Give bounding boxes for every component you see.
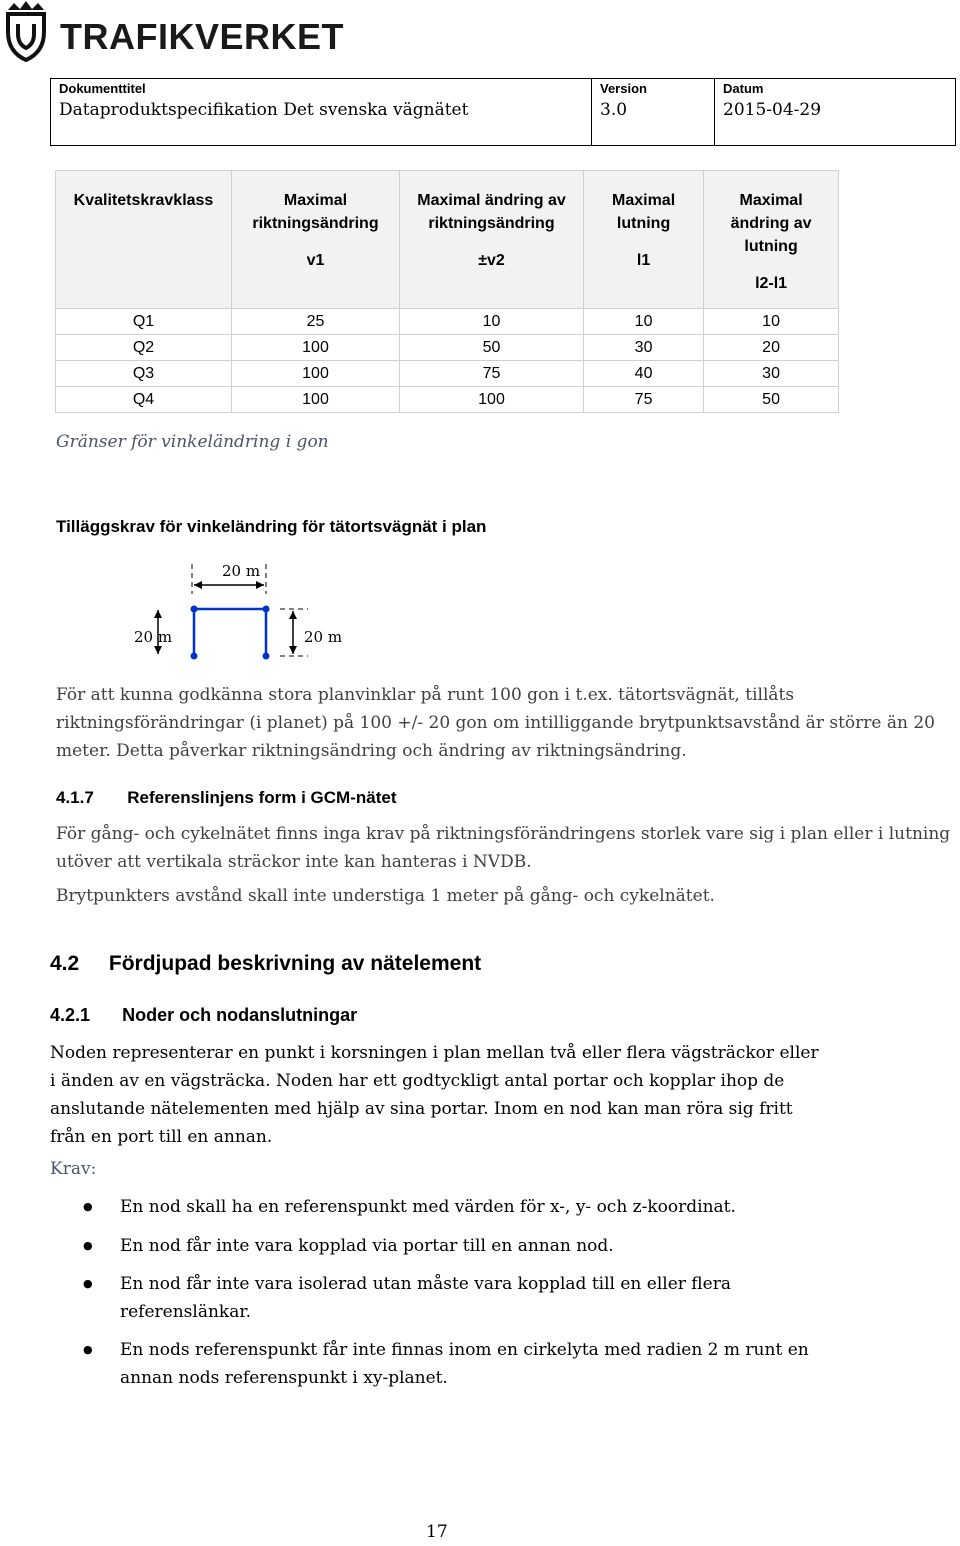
table-cell: 20 [704,335,839,361]
table-cell: 100 [400,387,584,413]
section-42-heading [50,952,481,976]
table-cell: 10 [400,309,584,335]
table-row [56,335,839,361]
column-header-main: Maximal riktningsändring [252,192,379,232]
table-cell: Q2 [56,335,232,361]
requirement-text: En nod får inte vara isolerad utan måste vara kopplad till en eller flera referenslänkar. [120,1274,731,1322]
table-cell: 40 [584,361,704,387]
table-caption: Gränser för vinkeländring i gon [56,432,329,452]
section-number: 4.2 [50,952,80,975]
list-item [50,1193,830,1221]
version-value: 3.0 [600,100,628,120]
table-cell: 30 [704,361,839,387]
table-cell: 10 [584,309,704,335]
section-title: Referenslinjens form i GCM-nätet [127,788,397,807]
section-417-paragraph: För gång- och cykelnätet finns inga krav på riktningsförändringens storlek vare sig i plan eller i lutning utöver att vertikala sträckor inte kan hanteras i NVDB. [56,824,951,872]
section-421-heading [50,1005,357,1026]
table-cell: 75 [400,361,584,387]
table-cell: 25 [232,309,400,335]
extra-requirement-title: Tilläggskrav för vinkeländring för tätortsvägnät i plan [56,517,487,536]
doc-title-cell [51,79,592,146]
diagram-left-label: 20 m [134,628,173,646]
table-cell: 100 [232,335,400,361]
column-header-sub: l1 [636,252,651,269]
column-header [704,171,839,309]
date-label: Datum [723,81,764,96]
column-header [400,171,584,309]
section-title: Fördjupad beskrivning av nätelement [108,952,482,975]
requirements-list [50,1193,830,1404]
table-cell: 100 [232,387,400,413]
column-header-sub: l2-l1 [755,275,788,292]
trafikverket-logo-icon [0,0,52,67]
angle-diagram [128,558,358,668]
list-item [50,1232,830,1260]
column-header [584,171,704,309]
column-header-sub: ±v2 [478,252,505,269]
table-row [56,387,839,413]
quality-requirements-table [55,170,839,413]
doc-title: Dataproduktspecifikation Det svenska vägnätet [59,100,469,120]
page-number: 17 [426,1522,448,1542]
column-header-main: Maximal ändring av riktningsändring [417,192,566,232]
section-number: 4.2.1 [50,1005,91,1025]
table-cell: Q1 [56,309,232,335]
table-header-row [56,171,839,309]
list-item [50,1336,830,1392]
diagram-top-label: 20 m [222,562,261,580]
table-cell: 30 [584,335,704,361]
table-cell: Q4 [56,387,232,413]
diagram-right-label: 20 m [304,628,343,646]
column-header-sub: v1 [306,252,325,269]
table-cell: Q3 [56,361,232,387]
date-value: 2015-04-29 [723,100,822,120]
list-item [50,1270,830,1326]
document-header [50,78,956,146]
section-417-paragraph-2: Brytpunkters avstånd skall inte understiga 1 meter på gång- och cykelnätet. [56,886,715,906]
extra-requirement-text: För att kunna godkänna stora planvinklar på runt 100 gon i t.ex. tätortsvägnät, tillåts riktningsförändringar (i planet) på 100 +/- 20 gon om intilliggande brytpunktsavstånd är större än 20 meter. Detta påverkar riktningsändring och ändring av riktningsändring. [56,685,935,761]
column-header-main: Maximal ändring av lutning [730,192,812,255]
table-cell: 50 [704,387,839,413]
section-number: 4.1.7 [56,788,94,807]
krav-label: Krav: [50,1159,97,1179]
requirement-text: En nods referenspunkt får inte finnas inom en cirkelyta med radien 2 m runt en annan nods referenspunkt i xy-planet. [120,1340,809,1388]
date-cell [715,79,956,146]
section-417-heading [56,788,397,808]
table-cell: 50 [400,335,584,361]
requirement-text: En nod får inte vara kopplad via portar till en annan nod. [120,1236,614,1256]
doc-title-label: Dokumenttitel [59,81,146,96]
table-row [56,309,839,335]
version-label: Version [600,81,647,96]
table-row [56,361,839,387]
section-421-paragraph: Noden representerar en punkt i korsningen i plan mellan två eller flera vägsträckor eller i änden av en vägsträcka. Noden har ett godtyckligt antal portar och kopplar ihop de anslutande nätelementen med hjälp av sina portar. Inom en nod kan man röra sig fritt från en port till en annan. [50,1043,819,1147]
column-header-main: Kvalitetskravklass [73,192,214,209]
column-header-main: Maximal lutning [612,192,676,232]
column-header [56,171,232,309]
table-cell: 100 [232,361,400,387]
requirement-text: En nod skall ha en referenspunkt med värden för x-, y- och z-koordinat. [120,1197,736,1217]
logo-text: TRAFIKVERKET [60,16,344,57]
section-title: Noder och nodanslutningar [122,1005,358,1025]
column-header [232,171,400,309]
table-cell: 10 [704,309,839,335]
table-cell: 75 [584,387,704,413]
version-cell [592,79,715,146]
